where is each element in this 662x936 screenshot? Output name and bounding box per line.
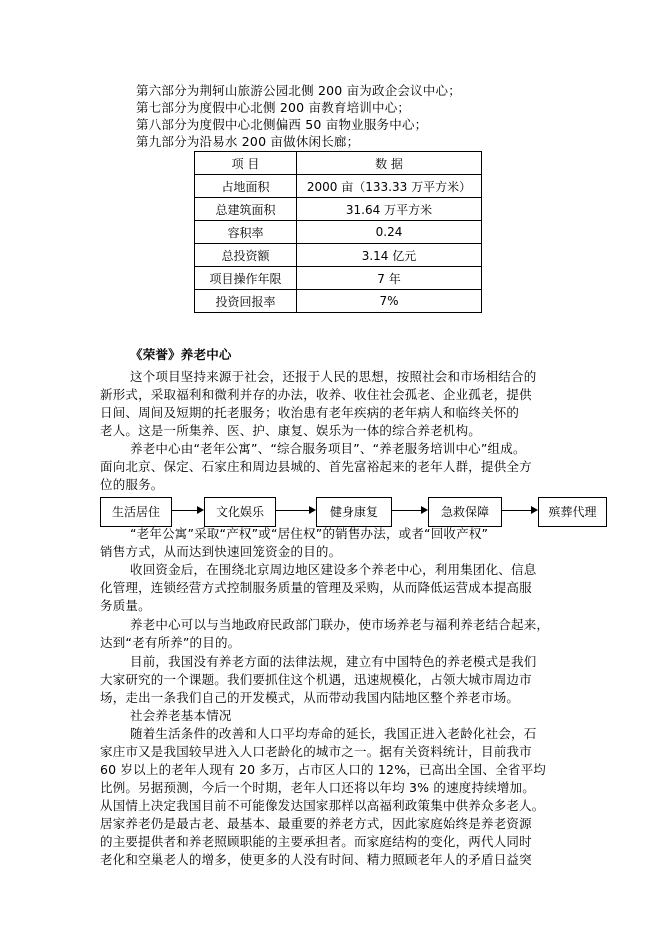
table-cell: 3.14 亿元 <box>297 244 482 267</box>
paragraph-line: 场，走出一条我们自己的开发模式，从而带动我国内陆地区整个养老市场。 <box>100 690 520 705</box>
table-header-row <box>195 152 482 175</box>
intro-line: 第六部分为荆轲山旅游公园北侧 200 亩为政企会议中心； <box>136 83 461 98</box>
table-cell: 7% <box>297 290 482 313</box>
arrow-right-icon <box>197 506 204 514</box>
table-cell: 项目操作年限 <box>195 267 297 290</box>
table-row <box>195 267 482 290</box>
table-cell: 总建筑面积 <box>195 198 297 221</box>
arrow-right-icon <box>531 506 538 514</box>
table-cell: 2000 亩（133.33 万平方米） <box>297 175 482 198</box>
flow-step-culture: 文化娱乐 <box>204 497 276 527</box>
table-cell: 占地面积 <box>195 175 297 198</box>
intro-line: 第八部分为度假中心北侧偏西 50 亩物业服务中心； <box>136 117 428 132</box>
table-cell: 7 年 <box>297 267 482 290</box>
paragraph-line: 从国情上决定我国目前不可能像发达国家那样以高福利政策集中供养众多老人。 <box>100 798 545 813</box>
table-row <box>195 198 482 221</box>
flow-step-fitness: 健身康复 <box>316 497 392 527</box>
section-title: 《荣誉》养老中心 <box>130 347 232 362</box>
table-cell: 投资回报率 <box>195 290 297 313</box>
paragraph-line: 面向北京、保定、石家庄和周边县城的、首先富裕起来的老年人群，提供全方 <box>100 459 532 474</box>
flow-step-emergency: 急救保障 <box>428 497 502 527</box>
paragraph-line: 化管理，连锁经营方式控制服务质量的管理及采购，从而降低运营成本提高服 <box>100 580 532 595</box>
paragraph-line: 比例。另据预测，今后一个时期，老年人口还将以年均 3% 的速度持续增加。 <box>100 780 535 795</box>
subheading: 社会养老基本情况 <box>130 708 232 723</box>
flow-step-living: 生活居住 <box>100 497 172 527</box>
table-cell: 0.24 <box>297 221 482 244</box>
arrow-right-icon <box>309 506 316 514</box>
paragraph-line: 务质量。 <box>100 598 151 613</box>
paragraph-line: 的主要提供者和养老照顾职能的主要承担者。而家庭结构的变化，两代人同时 <box>100 834 532 849</box>
paragraph-line: 老人。这是一所集养、医、护、康复、娱乐为一体的综合养老机构。 <box>100 423 482 438</box>
paragraph-line: 60 岁以上的老年人现有 20 多万，占市区人口的 12%，已高出全国、全省平均 <box>100 762 546 777</box>
paragraph-line: 达到“老有所养”的目的。 <box>100 635 241 650</box>
table-header-cell: 项 目 <box>195 152 297 175</box>
paragraph-line: 目前，我国没有养老方面的法律法规，建立有中国特色的养老模式是我们 <box>130 654 537 669</box>
paragraph-line: 收回资金后，在围绕北京周边地区建设多个养老中心，利用集团化、信息 <box>130 562 537 577</box>
table-row <box>195 244 482 267</box>
flow-arrow <box>172 510 197 511</box>
paragraph-line: 销售方式，从而达到快速回笼资金的目的。 <box>100 544 342 559</box>
paragraph-line: “老年公寓”采取“产权”或“居住权”的销售办法，或者“回收产权” <box>130 526 489 541</box>
table-cell: 总投资额 <box>195 244 297 267</box>
flow-arrow <box>276 510 309 511</box>
paragraph-line: 养老中心可以与当地政府民政部门联办，使市场养老与福利养老结合起来， <box>130 617 550 632</box>
flow-arrow <box>392 510 421 511</box>
paragraph-line: 这个项目坚持来源于社会，还报于人民的思想，按照社会和市场相结合的 <box>130 369 537 384</box>
paragraph-line: 老化和空巢老人的增多，使更多的人没有时间、精力照顾老年人的矛盾日益突 <box>100 852 532 867</box>
table-header-cell: 数 据 <box>297 152 482 175</box>
paragraph-line: 家庄市又是我国较早进入人口老龄化的城市之一。据有关资料统计，目前我市 <box>100 744 532 759</box>
intro-line: 第七部分为度假中心北侧 200 亩教育培训中心； <box>136 100 411 115</box>
arrow-right-icon <box>421 506 428 514</box>
paragraph-line: 日间、周间及短期的托老服务；收治患有老年疾病的老年病人和临终关怀的 <box>100 405 520 420</box>
paragraph-line: 居家养老仍是最古老、最基本、最重要的养老方式，因此家庭始终是养老资源 <box>100 816 532 831</box>
table-row <box>195 221 482 244</box>
paragraph-line: 随着生活条件的改善和人口平均寿命的延长，我国正进入老龄化社会，石 <box>130 726 537 741</box>
paragraph-line: 大家研究的一个课题。我们要抓住这个机遇，迅速规模化，占领大城市周边市 <box>100 672 532 687</box>
table-row <box>195 175 482 198</box>
flow-arrow <box>502 510 531 511</box>
paragraph-line: 位的服务。 <box>100 477 164 492</box>
paragraph-line: 养老中心由“老年公寓”、“综合服务项目”、“养老服务培训中心”组成。 <box>130 441 526 456</box>
table-cell: 31.64 万平方米 <box>297 198 482 221</box>
intro-line: 第九部分为沿易水 200 亩做休闲长廊； <box>136 134 360 149</box>
table-cell: 容积率 <box>195 221 297 244</box>
paragraph-line: 新形式，采取福利和微利并存的办法，收养、收住社会孤老、企业孤老，提供 <box>100 387 532 402</box>
table-row <box>195 290 482 313</box>
project-data-table <box>194 151 482 313</box>
flow-step-funeral: 殡葬代理 <box>538 497 607 527</box>
